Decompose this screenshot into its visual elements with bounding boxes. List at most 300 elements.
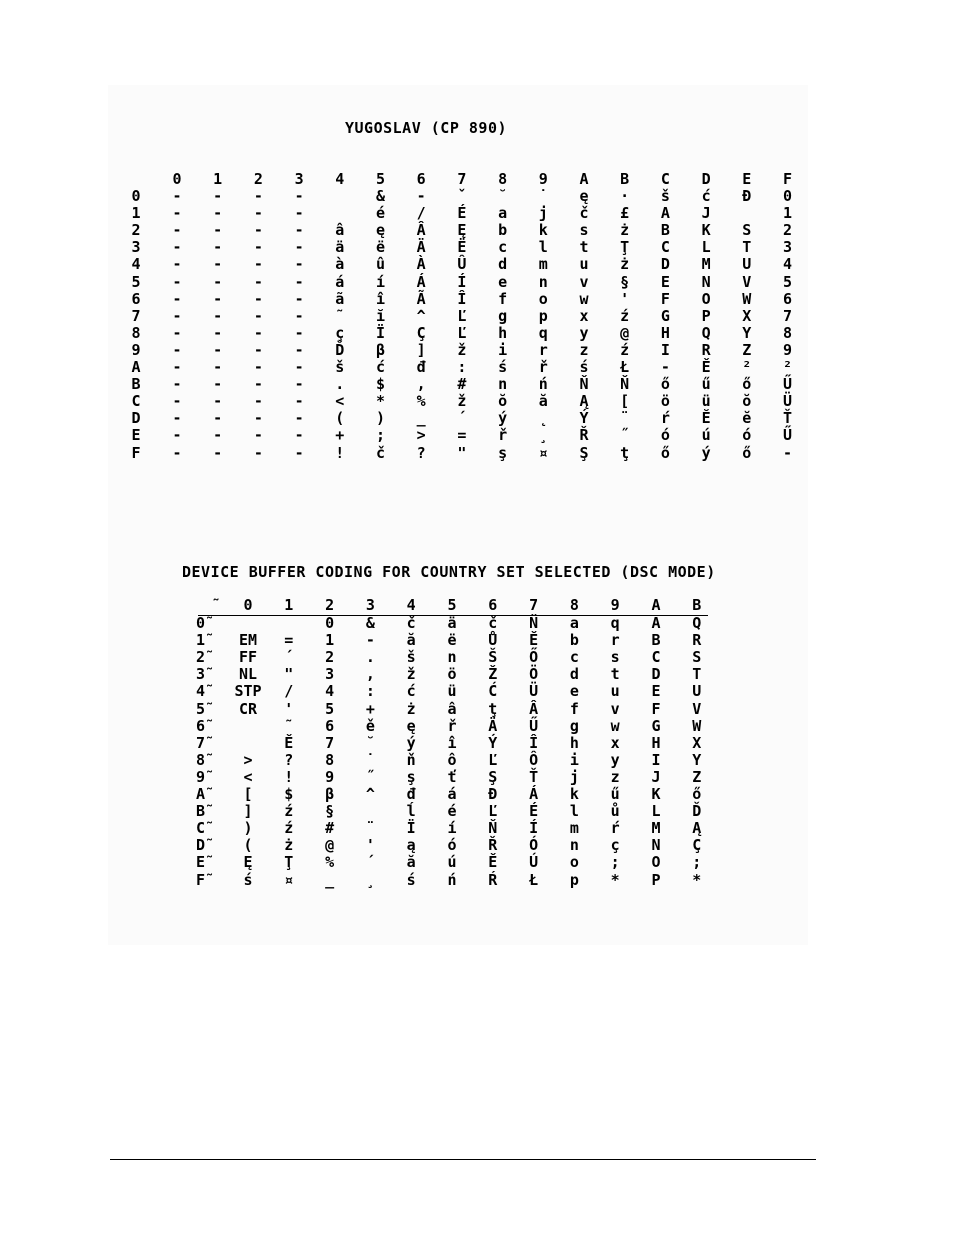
column-header: 9 xyxy=(538,170,548,188)
table-cell: b xyxy=(569,631,579,650)
row-label: 8˜ xyxy=(196,750,215,769)
table-cell: d xyxy=(498,255,508,274)
table-cell: Ą xyxy=(579,392,589,411)
table-cell: Ę xyxy=(457,221,467,240)
table-cell: - xyxy=(294,238,304,257)
table-cell: . xyxy=(335,375,345,394)
table-cell: Ŕ xyxy=(488,870,498,889)
table-cell: î xyxy=(447,733,457,752)
table-cell: ' xyxy=(620,289,630,308)
table-cell: e xyxy=(498,272,508,291)
table-cell: Ě xyxy=(284,733,294,752)
table-cell: Ň xyxy=(529,614,539,632)
table-cell: y xyxy=(610,750,620,769)
table-cell: a xyxy=(569,614,579,632)
table-cell: - xyxy=(172,375,182,394)
table-cell: ´ xyxy=(284,648,294,667)
table-cell: @ xyxy=(620,323,630,342)
table-cell: š xyxy=(335,358,345,376)
table-cell: ó xyxy=(742,426,752,445)
table-cell: ş xyxy=(498,443,508,462)
table-cell: S xyxy=(742,221,752,240)
table-cell: ˙ xyxy=(538,187,548,205)
table-cell: ë xyxy=(375,238,386,257)
table-cell: ź xyxy=(284,802,294,821)
column-header: 3 xyxy=(294,170,304,188)
table-cell: Ň xyxy=(488,819,498,838)
table-cell: Ü xyxy=(529,682,539,701)
table-cell: B xyxy=(660,221,670,240)
table-cell: · xyxy=(620,187,630,205)
table-cell: * xyxy=(375,392,386,411)
table-cell: ă xyxy=(406,853,416,872)
table-cell: ŕ xyxy=(660,409,670,428)
table-cell: - xyxy=(172,272,182,291)
table-cell: Q xyxy=(701,323,711,342)
table-cell: ¤ xyxy=(538,443,548,462)
table-cell: ř xyxy=(447,716,457,735)
table-cell: ő xyxy=(742,443,752,462)
table-cell: ; xyxy=(375,426,386,445)
table-cell: - xyxy=(213,358,223,376)
table-cell: ² xyxy=(742,358,752,376)
table-cell: . xyxy=(365,648,375,667)
table-cell: - xyxy=(294,426,304,445)
table-cell: R xyxy=(692,631,702,650)
row-label: 0 xyxy=(131,187,141,205)
table-cell: ; xyxy=(610,853,620,872)
table-cell: c xyxy=(498,238,508,257)
table-cell: - xyxy=(213,323,223,342)
column-header: 7 xyxy=(457,170,467,188)
table-cell: Ô xyxy=(529,750,539,769)
table-cell: > xyxy=(243,750,253,769)
table-cell: ž xyxy=(406,665,416,684)
table-cell: $ xyxy=(375,375,386,394)
table-cell: [ xyxy=(620,392,630,411)
table-cell: É xyxy=(529,802,539,821)
table-cell: Š xyxy=(488,648,498,667)
table-cell: ö xyxy=(447,665,457,684)
row-label-right: 8 xyxy=(782,323,793,342)
table-cell: ű xyxy=(701,375,711,394)
table-cell: W xyxy=(742,289,752,308)
table-cell: ó xyxy=(660,426,670,445)
table-cell: d xyxy=(569,665,579,684)
table-cell: ? xyxy=(416,443,426,462)
table-cell: Â xyxy=(529,699,539,718)
table-cell: ˜ xyxy=(284,716,294,735)
table-cell: C xyxy=(651,648,661,667)
table-cell: ý xyxy=(498,409,508,428)
table-cell: Ï xyxy=(406,819,416,838)
table-cell: š xyxy=(660,187,670,205)
table-cell: - xyxy=(253,306,263,325)
table-cell: J xyxy=(701,204,711,223)
row-label: B˜ xyxy=(196,802,215,821)
table-cell: STP xyxy=(234,682,262,701)
row-label: 1 xyxy=(131,204,141,223)
row-label: 8 xyxy=(131,323,141,342)
table-cell: h xyxy=(569,733,579,752)
table-cell: x xyxy=(579,306,589,325)
table-cell: / xyxy=(416,204,426,223)
table-cell: ? xyxy=(284,750,294,769)
table-cell: v xyxy=(610,699,620,718)
row-label: D˜ xyxy=(196,836,215,855)
table-cell: * xyxy=(610,870,620,889)
table-cell: - xyxy=(172,392,182,411)
table-cell: ˜ xyxy=(335,306,345,325)
table-cell: H xyxy=(660,323,670,342)
table-cell: Z xyxy=(742,340,752,359)
table-cell: ů xyxy=(610,802,620,821)
table-cell: - xyxy=(253,204,263,223)
table-cell: - xyxy=(253,409,263,428)
table-cell: ˘ xyxy=(365,733,375,752)
row-label: 5 xyxy=(131,272,141,291)
table-cell: , xyxy=(365,665,375,684)
table-cell: t xyxy=(610,665,620,684)
table-cell: ¨ xyxy=(620,409,630,428)
table-cell: Î xyxy=(457,289,467,308)
table-cell: Ĕ xyxy=(701,409,711,428)
table-cell: u xyxy=(579,255,589,274)
column-header: A xyxy=(651,596,661,614)
table-cell: % xyxy=(416,392,426,411)
table-cell: ž xyxy=(457,340,467,359)
row-label: E xyxy=(131,426,141,445)
table-cell: T xyxy=(692,665,702,684)
table-cell: ż xyxy=(620,255,630,274)
table-cell: ř xyxy=(498,426,508,445)
table-cell: Ď xyxy=(335,340,345,359)
table-cell: % xyxy=(325,853,335,872)
table-cell: Ç xyxy=(416,323,426,342)
table-cell: - xyxy=(253,340,263,359)
table-cell: ý xyxy=(406,733,416,752)
table-cell: 3 xyxy=(325,665,335,684)
table-cell: v xyxy=(579,272,589,291)
column-header: A xyxy=(579,170,589,188)
table-cell: - xyxy=(365,631,375,650)
column-header: B xyxy=(692,596,702,614)
column-header: 5 xyxy=(447,596,457,614)
table-cell: 6 xyxy=(325,716,335,735)
table-cell: n xyxy=(538,272,548,291)
table-cell: t xyxy=(579,238,589,257)
table-cell: j xyxy=(569,767,579,786)
table-cell: : xyxy=(365,682,375,701)
table-cell: O xyxy=(701,289,711,308)
row-label-right: 2 xyxy=(782,221,793,240)
row-label-right: 9 xyxy=(782,340,793,359)
table-cell: Ş xyxy=(488,767,498,786)
table-cell: - xyxy=(294,323,304,342)
table-cell: ˙ xyxy=(365,750,375,769)
table-cell: Ř xyxy=(579,426,589,445)
table-cell: CR xyxy=(238,699,258,718)
table-cell: 8 xyxy=(325,750,335,769)
table-cell: ő xyxy=(660,443,670,462)
table-cell: ú xyxy=(447,853,457,872)
table-cell: ő xyxy=(742,375,752,394)
table-cell: é xyxy=(375,204,386,223)
column-header: 3 xyxy=(365,596,375,614)
column-header: C xyxy=(660,170,670,188)
table-cell: - xyxy=(294,221,304,240)
table-cell: ň xyxy=(406,750,416,769)
table-cell: - xyxy=(213,272,223,291)
table-cell: - xyxy=(172,340,182,359)
row-label: 4 xyxy=(131,255,141,274)
table-cell: E xyxy=(660,272,670,291)
table-cell: Ä xyxy=(416,238,426,257)
table-cell: â xyxy=(447,699,457,718)
table-cell: w xyxy=(610,716,620,735)
table-cell: NL xyxy=(238,665,258,684)
table-cell: Ľ xyxy=(457,323,467,342)
table-cell: - xyxy=(172,238,182,257)
table-cell: Ł xyxy=(529,870,539,889)
table-cell: M xyxy=(651,819,661,838)
row-label: 4˜ xyxy=(196,682,215,701)
table-cell: l xyxy=(569,802,579,821)
table-cell: - xyxy=(253,375,263,394)
table-cell: ű xyxy=(610,785,620,803)
footer-rule xyxy=(110,1159,816,1160)
table-cell: ˝ xyxy=(620,426,630,445)
table-cell: č xyxy=(579,204,589,223)
table-cell: ż xyxy=(406,699,416,718)
table-cell: & xyxy=(375,187,386,205)
table-cell: 7 xyxy=(325,733,335,752)
table-cell: ń xyxy=(447,870,457,889)
table-cell: - xyxy=(213,221,223,240)
column-header: 0 xyxy=(243,596,253,614)
table-cell: - xyxy=(213,426,223,445)
table-cell: - xyxy=(253,255,263,274)
row-label: 1˜ xyxy=(196,631,215,650)
table-cell: ¸ xyxy=(365,870,375,889)
column-header: 6 xyxy=(416,170,426,188)
table-cell: - xyxy=(294,255,304,274)
table-cell: D xyxy=(651,665,661,684)
table-cell: - xyxy=(294,409,304,428)
row-label: A xyxy=(131,358,141,376)
table-cell: - xyxy=(253,426,263,445)
table-cell: ¸ xyxy=(538,426,548,445)
table-cell: Ž xyxy=(488,665,498,684)
table-cell: - xyxy=(294,340,304,359)
table-cell: y xyxy=(579,323,589,342)
table-cell: r xyxy=(538,340,548,359)
table-cell: Ě xyxy=(701,358,711,376)
table-cell: - xyxy=(172,306,182,325)
table-cell: ç xyxy=(335,323,345,342)
table-cell: Ř xyxy=(488,836,498,855)
table-cell: - xyxy=(213,375,223,394)
row-label: D xyxy=(131,409,141,428)
table-cell: Ţ xyxy=(620,238,630,257)
column-header: 5 xyxy=(375,170,386,188)
table-cell: q xyxy=(610,614,620,632)
table-cell: - xyxy=(294,358,304,376)
row-label: C˜ xyxy=(196,819,215,838)
table-cell: < xyxy=(335,392,345,411)
row-label: 7˜ xyxy=(196,733,215,752)
table-cell: Î xyxy=(529,733,539,752)
table-cell: > xyxy=(416,426,426,445)
table-cell: U xyxy=(742,255,752,274)
table-cell: - xyxy=(213,255,223,274)
table-cell: ˝ xyxy=(365,767,375,786)
table-cell: ü xyxy=(701,392,711,411)
table-cell: Ě xyxy=(529,631,539,650)
table-cell: - xyxy=(660,358,670,376)
table-cell: I xyxy=(651,750,661,769)
table-cell: ţ xyxy=(488,699,498,718)
table-cell: k xyxy=(569,785,579,803)
table-cell: n xyxy=(569,836,579,855)
table-cell: _ xyxy=(416,409,426,428)
table-cell: ő xyxy=(692,785,702,803)
row-label: B xyxy=(131,375,141,394)
table-cell: ^ xyxy=(365,785,375,803)
row-label: 9˜ xyxy=(196,767,215,786)
table-cell: A xyxy=(660,204,670,223)
table-cell: M xyxy=(701,255,711,274)
table-cell: ý xyxy=(701,443,711,462)
table-cell: I xyxy=(660,340,670,359)
table-cell: C xyxy=(660,238,670,257)
table-cell: Á xyxy=(416,272,426,291)
column-header: 2 xyxy=(325,596,335,614)
table-cell: - xyxy=(172,187,182,205)
table-cell: p xyxy=(569,870,579,889)
table-cell: - xyxy=(213,392,223,411)
table-cell: - xyxy=(294,289,304,308)
table-cell: Đ xyxy=(742,187,752,205)
table-cell: - xyxy=(294,272,304,291)
table-cell: r xyxy=(610,631,620,650)
table-cell: - xyxy=(213,340,223,359)
table-cell: - xyxy=(253,358,263,376)
table-cell: í xyxy=(447,819,457,838)
table-cell: G xyxy=(660,306,670,325)
table-cell: u xyxy=(610,682,620,701)
table-cell: = xyxy=(284,631,294,650)
table-cell: ˛ xyxy=(538,409,548,428)
table-cell: Ï xyxy=(375,323,386,342)
table-cell: ( xyxy=(243,836,253,855)
row-label: 6 xyxy=(131,289,141,308)
table-cell: " xyxy=(284,665,294,684)
table-cell: ź xyxy=(284,819,294,838)
table-cell: ś xyxy=(243,870,253,889)
table-cell: ú xyxy=(701,426,711,445)
table-cell: Ť xyxy=(529,767,539,786)
table-cell: ä xyxy=(447,614,457,632)
table-cell: j xyxy=(538,204,548,223)
table-cell: ´ xyxy=(365,853,375,872)
table-cell: ĕ xyxy=(742,409,752,428)
table-cell: : xyxy=(457,358,467,376)
table-cell: ą xyxy=(406,836,416,855)
column-header: 1 xyxy=(284,596,294,614)
column-header: 0 xyxy=(172,170,182,188)
table-cell: G xyxy=(651,716,661,735)
table-cell: ć xyxy=(701,187,711,205)
table-cell: P xyxy=(701,306,711,325)
table-cell: č xyxy=(406,614,416,632)
table-cell: A xyxy=(651,614,661,632)
table-cell: ź xyxy=(620,340,630,359)
table-cell: Á xyxy=(529,785,539,803)
table-cell: Í xyxy=(529,819,539,838)
table-cell: Ľ xyxy=(488,802,498,821)
column-header: 6 xyxy=(488,596,498,614)
table-cell: - xyxy=(253,272,263,291)
table-cell: z xyxy=(579,340,589,359)
table-cell: Ş xyxy=(579,443,589,462)
column-header: D xyxy=(701,170,711,188)
table-cell: - xyxy=(172,221,182,240)
table-cell: - xyxy=(172,204,182,223)
row-label: 3˜ xyxy=(196,665,215,684)
table-cell: À xyxy=(416,255,426,274)
table-cell: - xyxy=(416,187,426,205)
column-header: 8 xyxy=(498,170,508,188)
table-cell: - xyxy=(253,187,263,205)
table-cell: § xyxy=(620,272,630,291)
table-cell: $ xyxy=(284,785,294,803)
table-cell: x xyxy=(610,733,620,752)
table-cell: ˘ xyxy=(498,187,508,205)
table-cell: Q xyxy=(692,614,702,632)
table-cell: f xyxy=(498,289,508,308)
table-cell: ş xyxy=(406,767,416,786)
table-cell: ť xyxy=(447,767,457,786)
table-cell: - xyxy=(253,238,263,257)
table-cell: â xyxy=(335,221,345,240)
table-cell: _ xyxy=(325,870,335,889)
table-cell: + xyxy=(335,426,345,445)
table-cell: - xyxy=(213,289,223,308)
table-cell: q xyxy=(538,323,548,342)
table-cell: ő xyxy=(660,375,670,394)
row-label: 3 xyxy=(131,238,141,257)
corner-mark: ˜ xyxy=(211,596,221,614)
table-cell: ŕ xyxy=(610,819,620,838)
table-cell: w xyxy=(579,289,589,308)
table-cell: ( xyxy=(335,409,345,428)
row-label-right: Ť xyxy=(782,409,793,428)
table-cell: Ö xyxy=(529,665,539,684)
table-cell: U xyxy=(692,682,702,701)
row-label-right: Ű xyxy=(782,426,793,445)
table-cell: - xyxy=(213,187,223,205)
row-label-right: Ű xyxy=(782,375,793,394)
table-cell: L xyxy=(701,238,711,257)
row-label-right: - xyxy=(782,443,793,462)
table-cell: g xyxy=(569,716,579,735)
table-cell: 9 xyxy=(325,767,335,786)
row-label: F˜ xyxy=(196,870,215,889)
table-cell: Ç xyxy=(692,836,702,855)
table-cell: n xyxy=(447,648,457,667)
table-cell: ë xyxy=(447,631,457,650)
